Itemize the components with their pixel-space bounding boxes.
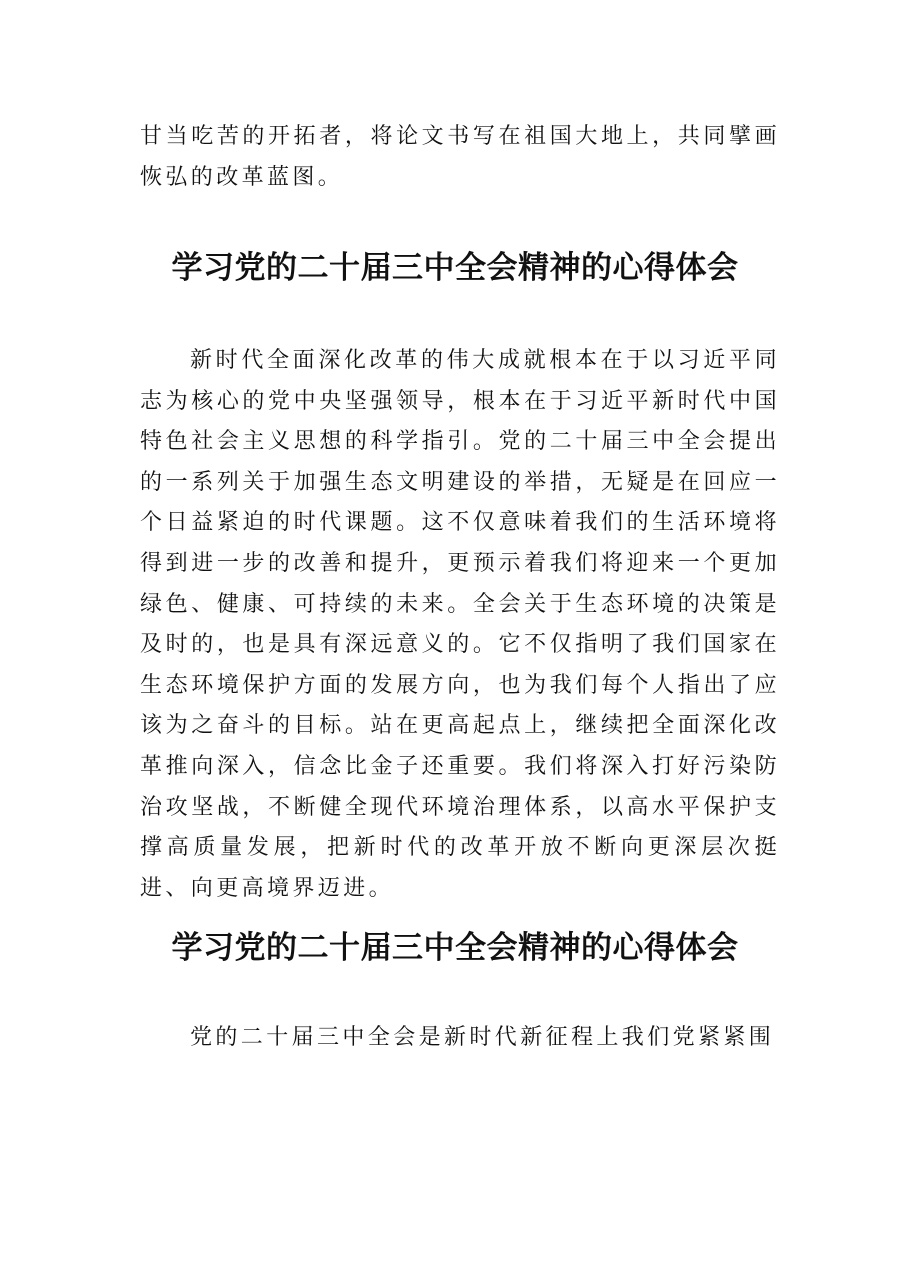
section-1-paragraph: 新时代全面深化改革的伟大成就根本在于以习近平同志为核心的党中央坚强领导，根本在于习近平新时代中国特色社会主义思想的科学指引。党的二十届三中全会提出的一系列关于加强生态文明建设的举措，无疑是在回应一个日益紧迫的时代课题。这不仅意味着我们的生活环境将得到进一步的改善和提升，更预示着我们将迎来一个更加绿色、健康、可持续的未来。全会关于生态环境的决策是及时的，也是具有深远意义的。它不仅指明了我们国家在生态环境保护方面的发展方向，也为我们每个人指出了应该为之奋斗的目标。站在更高起点上，继续把全面深化改革推向深入，信念比金子还重要。我们将深入打好污染防治攻坚战，不断健全现代环境治理体系，以高水平保护支撑高质量发展，把新时代的改革开放不断向更深层次挺进、向更高境界迈进。 bbox=[140, 348, 780, 901]
section-2-title: 学习党的二十届三中全会精神的心得体会 bbox=[171, 930, 739, 966]
section-2-paragraph: 党的二十届三中全会是新时代新征程上我们党紧紧围 bbox=[190, 1025, 775, 1050]
continued-paragraph: 甘当吃苦的开拓者，将论文书写在祖国大地上，共同擘画恢弘的改革蓝图。 bbox=[140, 124, 780, 190]
section-1-title: 学习党的二十届三中全会精神的心得体会 bbox=[171, 250, 739, 286]
